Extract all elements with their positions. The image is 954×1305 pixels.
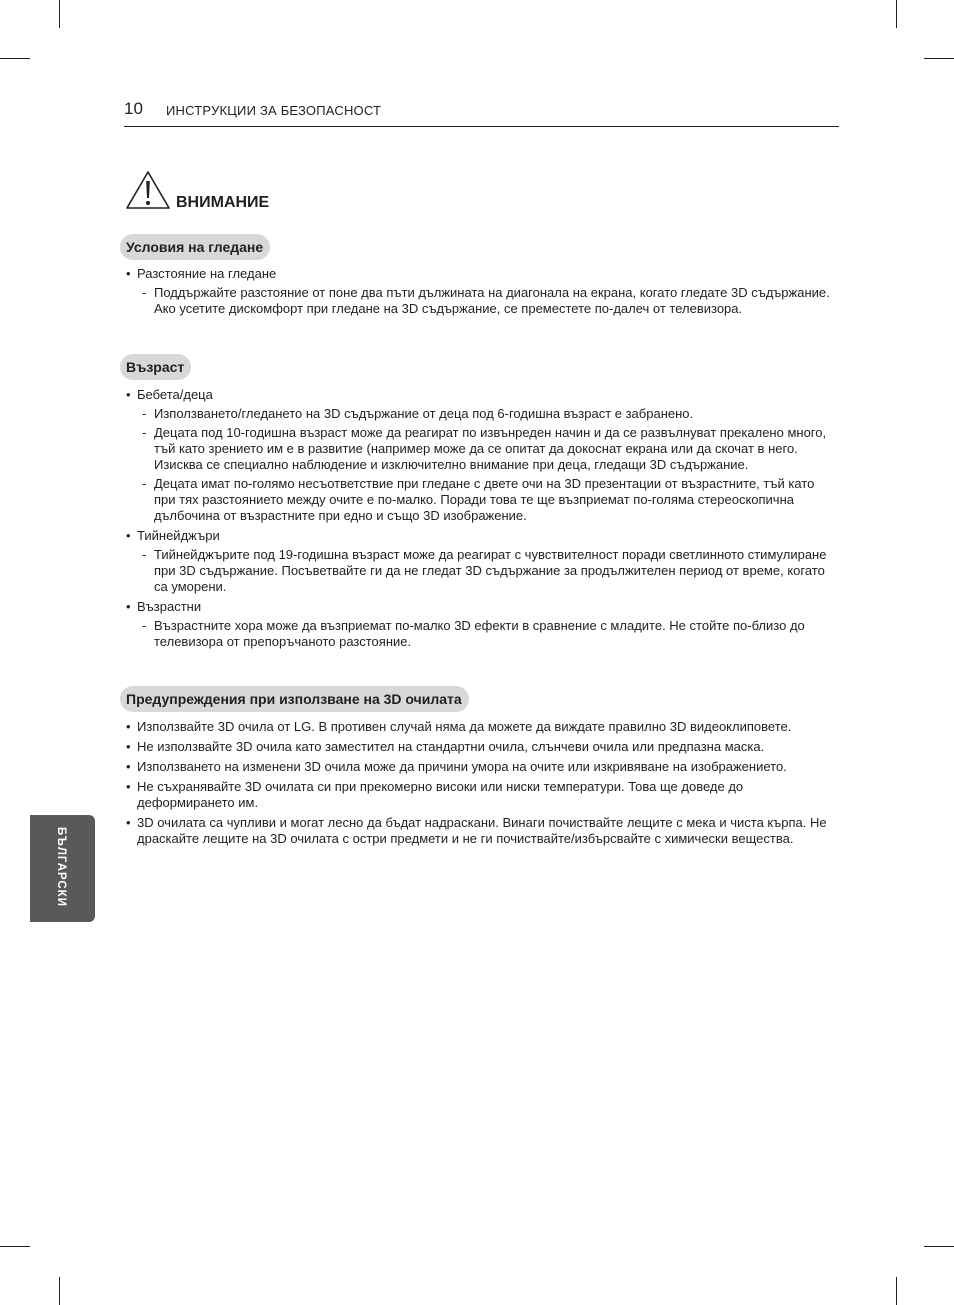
bullet-item: • Тийнейджъри bbox=[124, 528, 839, 544]
crop-mark bbox=[59, 1277, 60, 1305]
crop-mark bbox=[896, 1277, 897, 1305]
dash-item: - Възрастните хора може да възприемат по-малко 3D ефекти в сравнение с младите. Не стойте по-близо до телевизора от препоръчаното разстояние. bbox=[154, 618, 839, 650]
bullet-item: • Използвайте 3D очила от LG. В противен случай няма да можете да виждате правилно 3D видеоклиповете. bbox=[124, 719, 839, 735]
warning-triangle-icon bbox=[125, 170, 171, 215]
page-number: 10 bbox=[124, 99, 143, 118]
crop-mark bbox=[924, 58, 954, 59]
crop-mark bbox=[59, 0, 60, 28]
bullet-item: • Възрастни bbox=[124, 599, 839, 615]
crop-mark bbox=[0, 58, 30, 59]
caution-title: ВНИМАНИЕ bbox=[176, 194, 270, 211]
section-heading-viewing-conditions: Условия на гледане bbox=[120, 234, 270, 260]
dash-item: - Използването/гледането на 3D съдържание от деца под 6-годишна възраст е забранено. bbox=[154, 406, 839, 422]
crop-mark bbox=[896, 0, 897, 28]
bullet-item: • Не съхранявайте 3D очилата си при прекомерно високи или ниски температури. Това ще доведе до деформирането им. bbox=[124, 779, 839, 811]
dash-item: - Тийнейджърите под 19-годишна възраст може да реагират с чувствителност поради светлинното стимулиране при 3D съдържание. Посъветвайте ги да не гледат 3D съдържание за продължителен период от време, когато са уморени. bbox=[154, 547, 839, 595]
dash-item: - Децата под 10-годишна възраст може да реагират по извънреден начин и да се развълнуват прекалено много, тъй като зрението им е в развитие (например може да се опитат да докоснат екрана или да скочат в него. Изисква се специално наблюдение и изключително внимание при деца, гледащи 3D съдържание. bbox=[154, 425, 839, 473]
crop-mark bbox=[924, 1246, 954, 1247]
bullet-item: • Разстояние на гледане bbox=[124, 266, 839, 282]
section-heading-3d-glasses-warnings: Предупреждения при използване на 3D очилата bbox=[120, 686, 469, 712]
bullet-item: • Използването на изменени 3D очила може да причини умора на очите или изкривяване на изображението. bbox=[124, 759, 839, 775]
bullet-item: • Бебета/деца bbox=[124, 387, 839, 403]
bullet-item: • Не използвайте 3D очила като заместител на стандартни очила, слънчеви очила или предпазна маска. bbox=[124, 739, 839, 755]
section-3d-glasses-warnings bbox=[124, 719, 839, 847]
language-tab-label: БЪЛГАРСКИ bbox=[55, 827, 67, 907]
section-heading-age: Възраст bbox=[120, 354, 191, 380]
dash-item: - Децата имат по-голямо несъответствие при гледане с двете очи на 3D презентации от възрастните, тъй като при тях разстоянието между очите е по-малко. Поради това те ще възприемат по-голяма стереоскопична дълбочина от възрастните при едно и също 3D изображение. bbox=[154, 476, 839, 524]
header-title: ИНСТРУКЦИИ ЗА БЕЗОПАСНОСТ bbox=[166, 103, 382, 118]
crop-mark bbox=[0, 1246, 30, 1247]
page-header bbox=[124, 99, 839, 127]
bullet-item: • 3D очилата са чупливи и могат лесно да бъдат надраскани. Винаги почиствайте лещите с мека и чиста кърпа. Не драскайте лещите на 3D очилата с остри предмети и не ги почиствайте/избърсвайте с химически вещества. bbox=[124, 815, 839, 847]
section-viewing-conditions bbox=[124, 266, 839, 317]
section-age bbox=[124, 387, 839, 650]
dash-item: - Поддържайте разстояние от поне два пъти дължината на диагонала на екрана, когато гледате 3D съдържание. Ако усетите дискомфорт при гледане на 3D съдържание, се преместете по-далеч от телевизора. bbox=[154, 285, 839, 317]
